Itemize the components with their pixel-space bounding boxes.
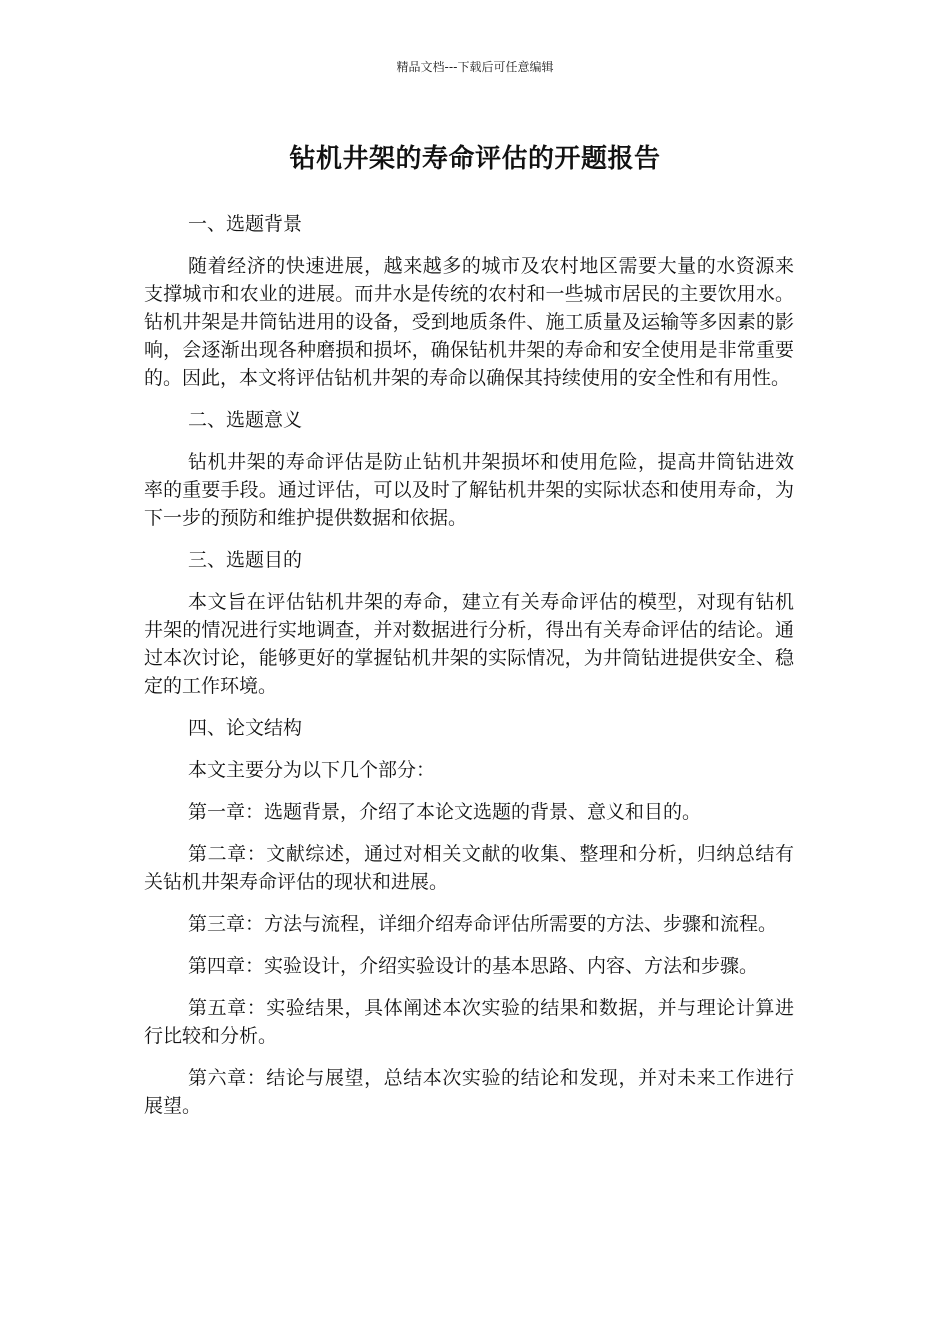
section-heading-purpose: 三、选题目的	[188, 549, 303, 571]
section-text-background: 随着经济的快速进展，越来越多的城市及农村地区需要大量的水资源来支撑城市和农业的进展。而井水是传统的农村和一些城市居民的主要饮用水。钻机井架是井筒钻进用的设备，受到地质条件、施工质量及运输等多因素的影响，会逐渐出现各种磨损和损坏，确保钻机井架的寿命和安全使用是非常重要的。因此，本文将评估钻机井架的寿命以确保其持续使用的安全性和有用性。	[144, 255, 794, 389]
document-title: 钻机井架的寿命评估的开题报告	[289, 144, 661, 174]
section-heading-background: 一、选题背景	[188, 213, 303, 235]
section-heading-significance: 二、选题意义	[188, 409, 303, 431]
page-header: 精品文档---下载后可任意编辑	[396, 60, 554, 74]
section-heading-structure: 四、论文结构	[188, 717, 303, 739]
chapter-item-2: 第二章：文献综述，通过对相关文献的收集、整理和分析，归纳总结有关钻机井架寿命评估的现状和进展。	[144, 843, 794, 893]
chapter-item-6: 第六章：结论与展望，总结本次实验的结论和发现，并对未来工作进行展望。	[144, 1067, 794, 1117]
chapter-item-1: 第一章：选题背景，介绍了本论文选题的背景、意义和目的。	[188, 801, 702, 823]
chapter-item-5: 第五章：实验结果，具体阐述本次实验的结果和数据，并与理论计算进行比较和分析。	[144, 997, 794, 1047]
chapter-item-4: 第四章：实验设计，介绍实验设计的基本思路、内容、方法和步骤。	[188, 955, 759, 977]
structure-intro: 本文主要分为以下几个部分：	[188, 759, 436, 781]
section-text-significance: 钻机井架的寿命评估是防止钻机井架损坏和使用危险，提高井筒钻进效率的重要手段。通过评估，可以及时了解钻机井架的实际状态和使用寿命，为下一步的预防和维护提供数据和依据。	[144, 451, 794, 529]
document-body	[144, 210, 794, 1134]
section-text-purpose: 本文旨在评估钻机井架的寿命，建立有关寿命评估的模型，对现有钻机井架的情况进行实地调查，并对数据进行分析，得出有关寿命评估的结论。通过本次讨论，能够更好的掌握钻机井架的实际情况，为井筒钻进提供安全、稳定的工作环境。	[144, 591, 794, 697]
chapter-item-3: 第三章：方法与流程，详细介绍寿命评估所需要的方法、步骤和流程。	[188, 913, 778, 935]
